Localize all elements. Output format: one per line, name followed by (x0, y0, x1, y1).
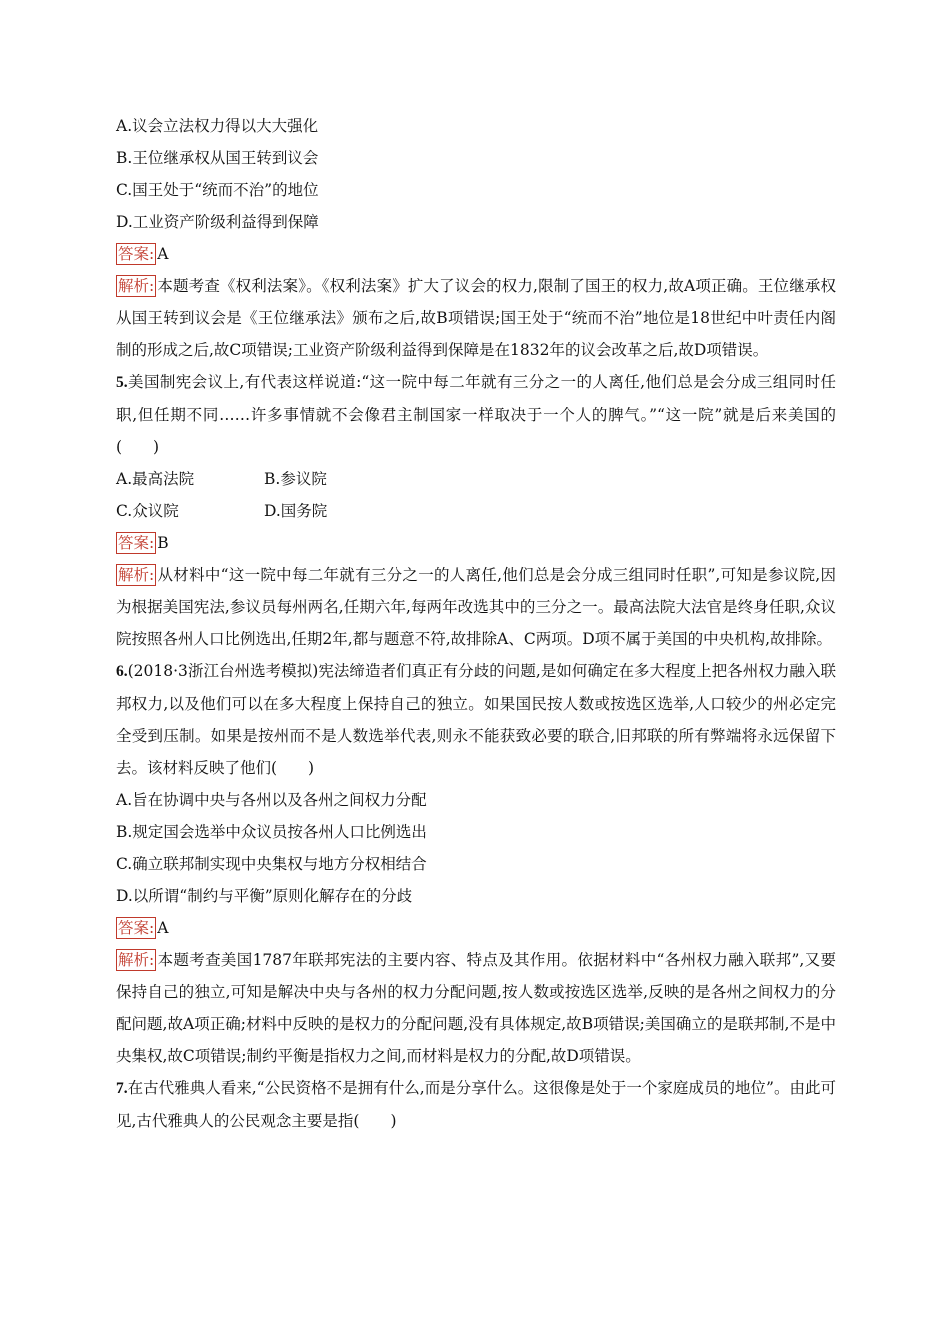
q7-stem (116, 1072, 836, 1137)
q5-stem (116, 366, 836, 463)
answer-tag: 答案: (118, 919, 155, 937)
analysis-tag: 解析: (118, 277, 155, 295)
analysis-text: 本题考查美国1787年联邦宪法的主要内容、特点及其作用。依据材料中“各州权力融入联邦”,又要保持自己的独立,可知是解决中央与各州的权力分配问题,按人数或按选区选举,反映的是各州之间权力的分配问题,故A项正确;材料中反映的是权力的分配问题,没有具体规定,故B项错误;美国确立的是联邦制,不是中央集权,故C项错误;制约平衡是指权力之间,而材料是权力的分配,故D项错误。 (116, 951, 836, 1065)
answer-tag: 答案: (118, 245, 155, 263)
q5-option-b: B.参议院 (264, 470, 327, 488)
q5-option-d: D.国务院 (264, 502, 328, 520)
q4-option-c: C.国王处于“统而不治”的地位 (116, 181, 319, 199)
document-page (116, 110, 836, 1137)
answer-value: A (157, 919, 169, 937)
question-text: (2018·3浙江台州选考模拟)宪法缔造者们真正有分歧的问题,是如何确定在多大程度上把各州权力融入联邦权力,以及他们可以在多大程度上保持自己的独立。如果国民按人数或按选区选举,人口较少的州必定完全受到压制。如果是按州而不是人数选举代表,则永不能获致必要的联合,旧邦联的所有弊端将永远保留下去。该材料反映了他们( ) (116, 662, 836, 777)
q6-option-b: B.规定国会选举中众议员按各州人口比例选出 (116, 823, 427, 841)
answer-value: B (157, 534, 169, 552)
q6-option-a: A.旨在协调中央与各州以及各州之间权力分配 (116, 791, 427, 809)
question-text: 在古代雅典人看来,“公民资格不是拥有什么,而是分享什么。这很像是处于一个家庭成员的地位”。由此可见,古代雅典人的公民观念主要是指( ) (116, 1079, 836, 1130)
analysis-tag: 解析: (118, 951, 155, 969)
q5-option-c: C.众议院 (116, 502, 179, 520)
q5-options-row-1 (116, 463, 836, 495)
q4-option-b: B.王位继承权从国王转到议会 (116, 149, 319, 167)
analysis-text: 本题考查《权利法案》。《权利法案》扩大了议会的权力,限制了国王的权力,故A项正确。王位继承权从国王转到议会是《王位继承法》颁布之后,故B项错误;国王处于“统而不治”地位是18世纪中叶责任内阁制的形成之后,故C项错误;工业资产阶级利益得到保障是在1832年的议会改革之后,故D项错误。 (116, 277, 836, 359)
q6-answer (116, 912, 836, 944)
q4-analysis (116, 270, 836, 366)
question-text: 美国制宪会议上,有代表这样说道:“这一院中每二年就有三分之一的人离任,他们总是会分成三组同时任职,但任期不同……许多事情就不会像君主制国家一样取决于一个人的脾气。”“这一院”就是后来美国的( ) (116, 373, 836, 456)
answer-tag: 答案: (118, 534, 155, 552)
q4-answer (116, 238, 836, 270)
q5-analysis (116, 559, 836, 655)
q5-option-a: A.最高法院 (116, 470, 195, 488)
q6-analysis (116, 944, 836, 1072)
question-number: 7. (116, 1080, 128, 1097)
q4-option-d: D.工业资产阶级利益得到保障 (116, 213, 319, 231)
q5-answer (116, 527, 836, 559)
analysis-tag: 解析: (118, 566, 155, 584)
q4-option-a: A.议会立法权力得以大大强化 (116, 117, 319, 135)
q6-option-c: C.确立联邦制实现中央集权与地方分权相结合 (116, 855, 427, 873)
answer-value: A (157, 245, 169, 263)
question-number: 6. (116, 663, 128, 680)
analysis-text: 从材料中“这一院中每二年就有三分之一的人离任,他们总是会分成三组同时任职”,可知是参议院,因为根据美国宪法,参议员每州两名,任期六年,每两年改选其中的三分之一。最高法院大法官是终身任职,众议院按照各州人口比例选出,任期2年,都与题意不符,故排除A、C两项。D项不属于美国的中央机构,故排除。 (116, 566, 836, 648)
question-number: 5. (116, 374, 128, 391)
q5-options-row-2 (116, 495, 836, 527)
q6-option-d: D.以所谓“制约与平衡”原则化解存在的分歧 (116, 887, 413, 905)
q6-stem (116, 655, 836, 784)
